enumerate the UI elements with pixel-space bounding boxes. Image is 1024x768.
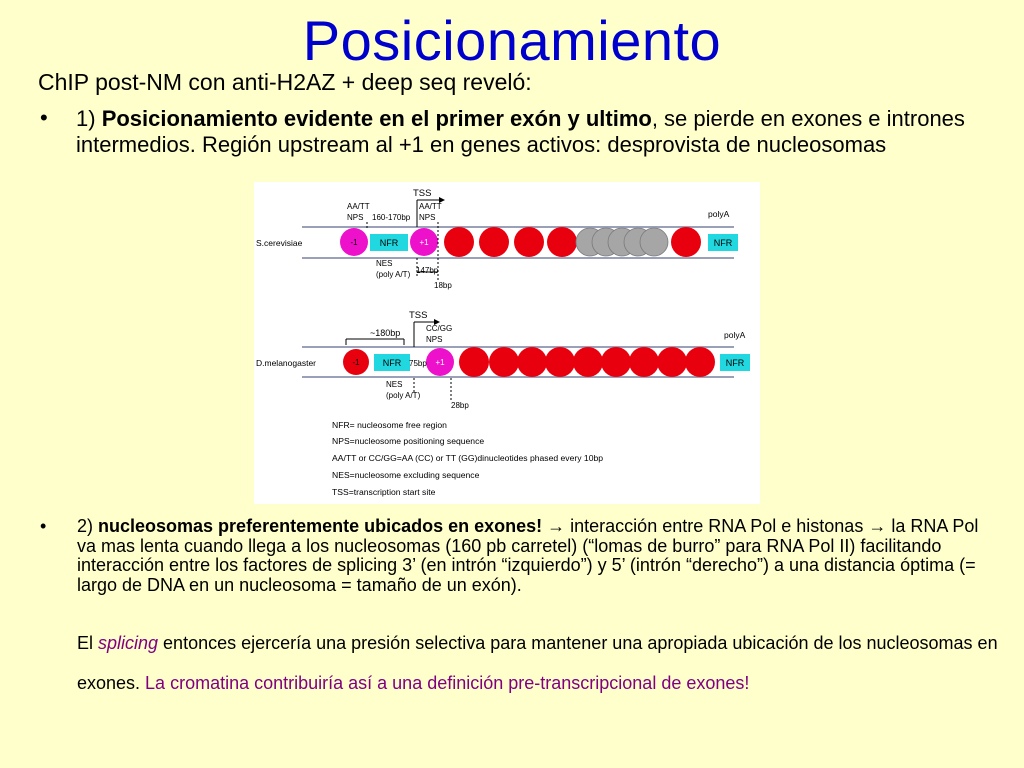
dm-diagram	[256, 310, 750, 410]
sc-nucleosome	[479, 227, 509, 257]
nucleosome-diagram	[254, 182, 760, 504]
dm-nucleosome	[573, 347, 603, 377]
sc-nucleosome	[444, 227, 474, 257]
legend-line: TSS=transcription start site	[332, 487, 436, 497]
sc-fuzzy-nucleosomes	[576, 228, 668, 256]
bullet-2: •	[40, 516, 47, 536]
sc-147bp: 147bp	[416, 266, 439, 275]
point-2-rest: → interacción entre RNA Pol e histonas → la RNA Pol va mas lenta cuando llega a los nucleosomas (160 pb carretel) (“lomas de burro” para RNA Pol II) facilitando interacción entre los factores de splicing 3’ (en intrón “izquierdo”) y 5’ (intrón “derecho”) a una distancia óptima (= largo de DNA en un nucleosoma = tamaño de un exón).	[77, 516, 979, 595]
point-1-rest: , se pierde en exones e intrones intermedios. Región upstream al +1 en genes activos: desprovista de nucleosomas	[76, 106, 965, 157]
dm-180bp: ~180bp	[370, 328, 401, 338]
sc-minus1-label: -1	[350, 238, 358, 247]
dm-nps: NPS	[426, 335, 443, 344]
point-1-bold: Posicionamiento evidente en el primer exón y ultimo	[101, 106, 652, 131]
point-3-text	[77, 623, 1007, 703]
sc-tss-label: TSS	[413, 188, 432, 199]
sc-aatt-right: AA/TT	[419, 202, 442, 211]
dm-species-label: D.melanogaster	[256, 358, 317, 368]
bullet-1: •	[40, 105, 48, 130]
sc-nps-left: NPS	[347, 213, 364, 222]
dm-nfr-right-label: NFR	[725, 358, 745, 368]
sc-aatt-left: AA/TT	[347, 202, 370, 211]
slide-subtitle: ChIP post-NM con anti-H2AZ + deep seq reveló:	[38, 69, 532, 95]
splicing-term: splicing	[98, 633, 159, 653]
dm-nucleosome	[657, 347, 687, 377]
sc-nucleosome	[547, 227, 577, 257]
dm-nucleosome	[601, 347, 631, 377]
dm-minus1-label: -1	[352, 358, 360, 367]
dm-tss-label: TSS	[409, 310, 428, 321]
slide-title: Posicionamiento	[302, 9, 722, 72]
legend-line: NPS=nucleosome positioning sequence	[332, 436, 485, 446]
dm-nucleosome	[545, 347, 575, 377]
legend-line: NFR= nucleosome free region	[332, 420, 447, 430]
sc-nucleosome	[671, 227, 701, 257]
point-1-number: 1)	[76, 106, 102, 131]
dm-ccgg: CC/GG	[426, 324, 453, 333]
point-3-pre: El	[77, 633, 99, 653]
sc-nfr-left-label: NFR	[379, 238, 399, 248]
dm-nucleosome	[685, 347, 715, 377]
sc-species-label: S.cerevisiae	[256, 238, 303, 248]
legend-line: AA/TT or CC/GG=AA (CC) or TT (GG)dinucleotides phased every 10bp	[332, 453, 604, 463]
sc-plus1-label: +1	[419, 238, 429, 247]
dm-75bp: 75bp	[409, 359, 427, 368]
point-1-text	[76, 106, 1021, 158]
sc-diagram	[256, 188, 738, 290]
figure-legend	[332, 420, 603, 497]
nucleosome-positioning-figure	[254, 182, 760, 504]
dm-28bp: 28bp	[451, 401, 469, 410]
dm-nfr-left-label: NFR	[382, 358, 402, 368]
point-2-number: 2)	[77, 516, 99, 536]
sc-nes: NES	[376, 259, 393, 268]
dm-polya: polyA	[724, 330, 746, 340]
sc-poly-at: (poly A/T)	[376, 270, 411, 279]
sc-18bp: 18bp	[434, 281, 452, 290]
dm-poly-at: (poly A/T)	[386, 391, 421, 400]
sc-nucleosome	[514, 227, 544, 257]
point-2-text	[77, 517, 1002, 595]
dm-plus1-label: +1	[435, 358, 445, 367]
sc-polya: polyA	[708, 209, 730, 219]
point-2-bold: nucleosomas preferentemente ubicados en exones!	[98, 516, 543, 536]
dm-nucleosome	[489, 347, 519, 377]
point-3-conclusion: La cromatina contribuiría así a una definición pre-transcripcional de exones!	[145, 673, 750, 693]
sc-fuzzy-nucleosome	[640, 228, 668, 256]
dm-nes: NES	[386, 380, 403, 389]
point-3-mid: entonces ejercería una presión selectiva para mantener una apropiada ubicación de los nucleosomas en exones.	[77, 633, 998, 693]
dm-nucleosome	[459, 347, 489, 377]
sc-nps-right: NPS	[419, 213, 436, 222]
legend-line: NES=nucleosome excluding sequence	[332, 470, 480, 480]
dm-nucleosome	[629, 347, 659, 377]
sc-160bp: 160-170bp	[372, 213, 411, 222]
sc-nfr-right-label: NFR	[713, 238, 733, 248]
dm-nucleosome	[517, 347, 547, 377]
